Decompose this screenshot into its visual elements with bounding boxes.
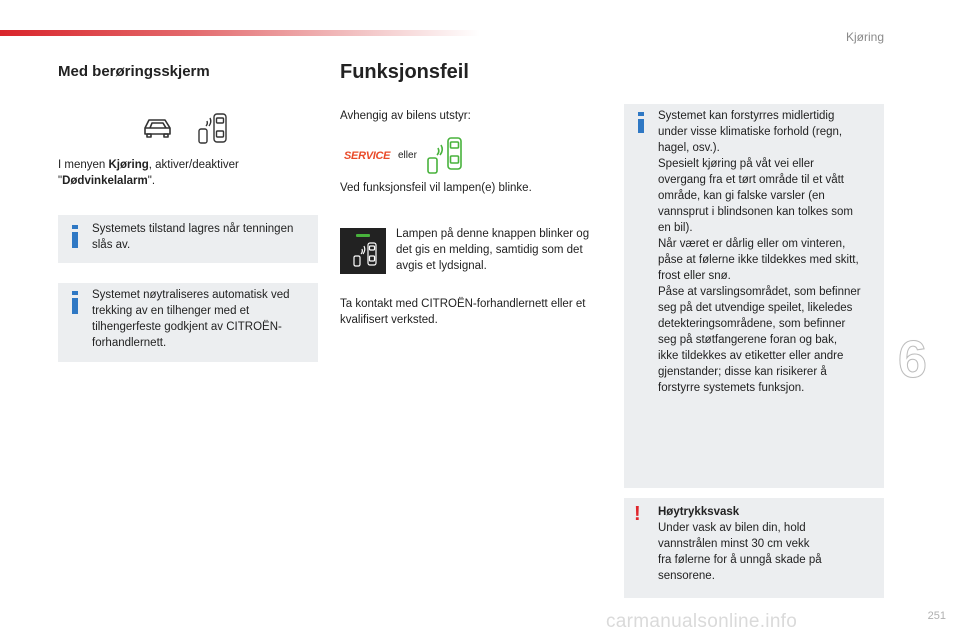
info-note-trailer <box>58 283 318 362</box>
blind-spot-warning-lamp-icon <box>424 136 468 176</box>
warning-note-pressure-wash <box>624 498 884 598</box>
car-blind-spot-icon <box>142 112 236 146</box>
info-icon <box>72 291 78 295</box>
info-icon <box>72 225 78 229</box>
page-number: 251 <box>927 610 946 622</box>
info-note-trailer-text: Systemet nøytraliseres automatisk ved trekking av en tilhenger med et tilhengerfeste godkjent av CITROËN-forhandlernett. <box>92 289 290 349</box>
warning-note-text: Høytrykksvask Under vask av bilen din, hold vannstrålen minst 30 cm vekk fra følerne for å unngå skade på sensorene. <box>658 506 822 582</box>
chapter-number: 6 <box>898 331 927 389</box>
info-icon-bar <box>638 119 644 133</box>
touchscreen-heading: Med berøringsskjerm <box>58 63 210 80</box>
info-icon-bar <box>72 298 78 314</box>
button-lamp-text: Lampen på denne knappen blinker og det gis en melding, samtidig som det avgis et lydsignal. <box>396 228 590 272</box>
or-label: eller <box>398 150 417 161</box>
service-badge: SERVICE <box>344 150 391 162</box>
warning-exclamation-icon: ! <box>634 503 641 525</box>
blink-text: Ved funksjonsfeil vil lampen(e) blinke. <box>340 182 532 194</box>
info-note-state-text: Systemets tilstand lagres når tenningen slås av. <box>92 223 294 251</box>
contact-dealer-text: Ta kontakt med CITROËN-forhandlernett eller et kvalifisert verksted. <box>340 298 586 326</box>
info-note-climate-text: Systemet kan forstyrres midlertidig under visse klimatiske forhold (regn, hagel, osv.). Spesielt kjøring på våt vei eller overgang fra et tørt område til et vått område, kan gi falske varsler (en vannsprut i blindsonen kan tolkes som en bil). Når været er dårlig eller om vinteren, påse at følerne ikke tildekkes med skitt, frost eller snø. Påse at varslingsområdet, som befinner seg på det utvendige speilet, likeledes detekteringsområdene, som befinner seg på støtfangerene foran og bak, ikke tildekkes av etiketter eller andre gjenstander; disse kan risikerer å forstyrre systemets funksjon. <box>658 110 861 394</box>
equipment-intro: Avhengig av bilens utstyr: <box>340 110 471 122</box>
info-note-climate <box>624 104 884 488</box>
info-icon-bar <box>72 232 78 248</box>
info-icon <box>638 112 644 116</box>
header-accent-bar <box>0 30 480 36</box>
section-label: Kjøring <box>845 30 884 44</box>
blind-spot-button-symbol-icon <box>340 228 386 274</box>
malfunction-heading: Funksjonsfeil <box>340 61 469 83</box>
blind-spot-button-icon <box>340 228 386 274</box>
info-note-state <box>58 215 318 263</box>
watermark: carmanualsonline.info <box>606 611 798 632</box>
menu-instruction: I menyen Kjøring, aktiver/deaktiver "Dødvinkelalarm". <box>58 159 239 187</box>
